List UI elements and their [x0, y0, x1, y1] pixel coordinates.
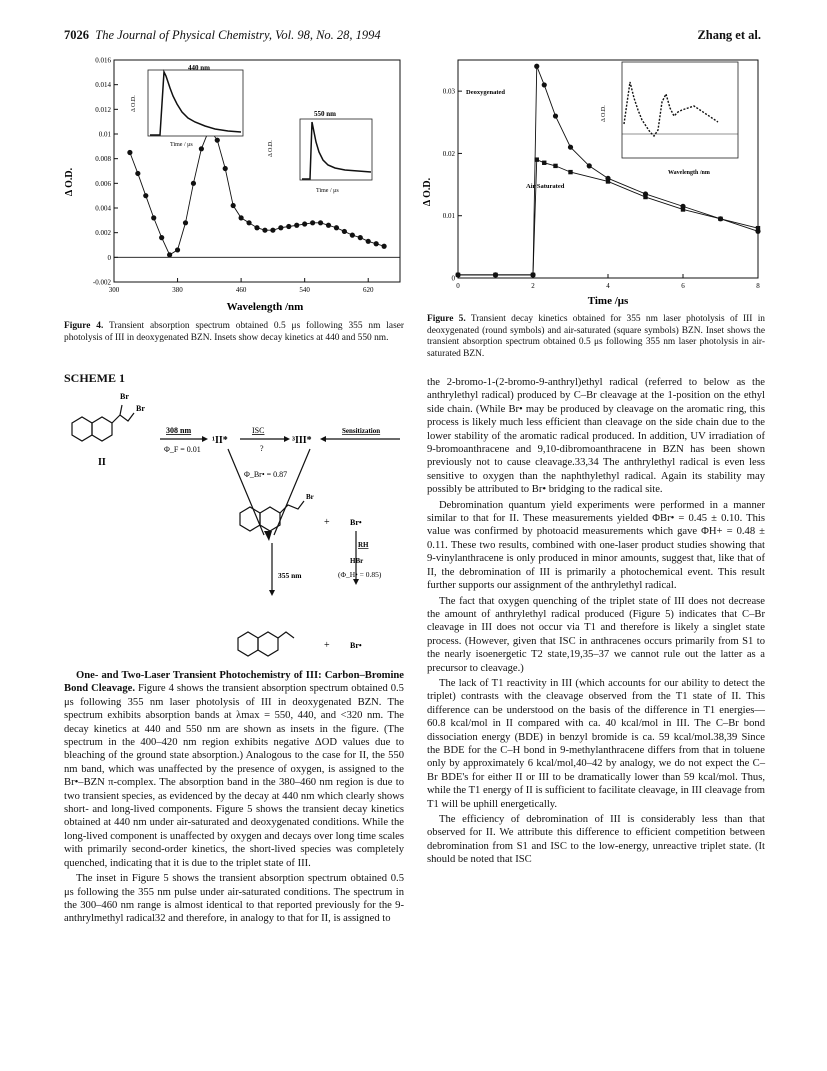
right-paragraph-4: The lack of T1 reactivity in III (which accounts for our ability to detect the triplet) contrasts with the cleavage observed from the T1 state of II. This difference can be understood on the basis of the difference in T1 energies—60.8 kcal/mol in II compared with ca. 40 kcal/mol in III. The C–Br bond dissociation energy (BDE) in benzyl bromide is ca. 59 kcal/mol.38,39 Since the BDE for the C–H bond in 9-methylanthracene differs from that in toluene only by approximately 6 kcal/mol,40–42 by analogy, we do not expect the C–Br BDE's for either II or III to be dramatically lower than 59 kcal/mol. Thus, while the T1 energy of II is sufficient to facilitate cleavage, in III cleavage from T1 will be uphill energetically.: [427, 677, 765, 810]
data-point: [542, 82, 547, 87]
data-point: [278, 225, 283, 230]
figure-4-caption-text: Transient absorption spectrum obtained 0.5 μs following 355 nm laser photolysis of III in deoxygenated BZN. Insets show decay kinetics at 440 and 550 nm.: [64, 321, 405, 343]
data-point: [534, 64, 539, 69]
inset-xlabel: Wavelength /nm: [668, 170, 710, 176]
figure-4-inset-550: [268, 110, 372, 194]
data-point: [127, 150, 132, 155]
data-point: [535, 157, 539, 161]
y-tick-label: 0.012: [95, 105, 111, 114]
figure-5-caption: [427, 314, 765, 360]
data-point: [167, 252, 172, 257]
data-point: [366, 239, 371, 244]
data-point: [681, 207, 685, 211]
right-paragraph-2: Debromination quantum yield experiments were performed in a manner similar to that for II. These measurements yielded ΦBr• = 0.45 ± 0.10. This value was confirmed by photoacid measurements which gave ΦH+ = 0.48 ± 0.11. These two results, combined with one-laser product studies showing that 9-vinylanthracene is only produced in minor amounts, suggest that, like that of II, the debromination of III is primarily a photochemical event. This result further supports our assignment of the anthrylethyl radical.: [427, 499, 765, 592]
data-point: [493, 273, 497, 277]
x-tick-label: 380: [172, 286, 183, 294]
y-tick-label: 0.016: [95, 56, 111, 65]
x-tick-label: 8: [756, 282, 760, 290]
y-tick-label: 0.01: [98, 130, 111, 139]
section-lead: One- and Two-Laser Transient Photochemistry of III: Carbon–Bromine Bond Cleavage.: [64, 670, 404, 695]
data-point: [334, 225, 339, 230]
left-paragraph-2: The inset in Figure 5 shows the transient absorption spectrum obtained 0.5 μs following the 355 nm pulse under air-saturated conditions. The spectrum in the 300–460 nm range is almost identical to that reported previously for the 9-anthrylmethyl radical32 and therefore, in analogy to that for II, is assigned to: [64, 873, 404, 925]
hbr-label: HBr: [350, 557, 364, 565]
data-point: [199, 146, 204, 151]
data-point: [135, 171, 140, 176]
y-tick-label: -0.002: [92, 278, 111, 287]
rh-label: RH: [358, 541, 369, 549]
figure-5-chart: [418, 52, 763, 310]
data-point: [374, 241, 379, 246]
data-point: [143, 193, 148, 198]
y-tick-label: 0.03: [442, 87, 455, 96]
x-tick-label: 620: [362, 286, 374, 294]
running-authors: Zhang et al.: [697, 28, 761, 42]
data-point: [262, 228, 267, 233]
triplet-state: ³III*: [292, 435, 312, 446]
data-point: [718, 217, 722, 221]
data-point: [531, 273, 535, 277]
data-point: [286, 224, 291, 229]
figure-5-x-axis-label: Time /μs: [587, 295, 629, 307]
inset-550-label: 550 nm: [314, 110, 336, 118]
right-paragraph-1: the 2-bromo-1-(2-bromo-9-anthryl)ethyl radical (referred to below as the anthrylethyl radical) produced by C–Br cleavage at the 1-position on the ethyl side chain. (While Br• may be produced by cleavage on the aromatic ring, this process is likely much less efficient than cleavage on the side chain due to the lower stability of the aromatic radical produced. In addition, UV irradiation of 9-bromoanthracene and 9,10-dibromoanthracene in BZN has been shown previously not to cause cleavage.33,34 The anthrylethyl radical is even less sensitive to oxygen than the naphthylethyl radical. Again its stability may possibly be attributed to Br• bridging to the radical site.: [427, 377, 765, 496]
h-quantum-yield: (Φ_H• = 0.85): [338, 570, 382, 579]
plus-sign-1: +: [324, 517, 330, 528]
data-point: [310, 220, 315, 225]
data-point: [542, 161, 546, 165]
y-tick-label: 0.008: [95, 155, 111, 164]
right-paragraph-3: The fact that oxygen quenching of the triplet state of III does not decrease the amount of anthrylethyl radical produced (Figure 5) indicates that C–Br cleavage in III does not occur via T1 and therefore is likely a singlet state process. (However, given that ISC in anthracenes occurs primarily from S1 to the nearly isoenergetic T2 state,19,35–37 we cannot rule out the latter as a precursor to cleavage.): [427, 595, 765, 674]
journal-title: The Journal of Physical Chemistry, Vol. 98, No. 28, 1994: [95, 28, 381, 42]
inset-ylabel: Δ O.D.: [601, 105, 607, 122]
x-tick-label: 0: [456, 282, 460, 290]
data-point: [231, 203, 236, 208]
data-point: [254, 225, 259, 230]
data-point: [350, 233, 355, 238]
y-tick-label: 0.01: [442, 212, 455, 221]
y-tick-label: 0.02: [442, 149, 455, 158]
sensitization-label: Sensitization: [342, 427, 381, 435]
data-point: [326, 223, 331, 228]
data-point: [246, 220, 251, 225]
data-point: [223, 166, 228, 171]
data-point: [318, 220, 323, 225]
left-column-body: [64, 669, 404, 926]
isc-question: ?: [260, 444, 264, 453]
data-point: [568, 145, 573, 150]
data-point: [587, 163, 592, 168]
figure-5-y-axis-label: Δ O.D.: [422, 177, 433, 207]
x-tick-label: 2: [531, 282, 535, 290]
radical-structure: [240, 501, 304, 531]
data-point: [553, 164, 557, 168]
figure-4-chart: [60, 52, 405, 314]
x-tick-label: 300: [108, 286, 120, 294]
left-paragraph-1: One- and Two-Laser Transient Photochemistry of III: Carbon–Bromine Bond Cleavage. Figure 4 shows the transient absorption spectrum obtained 0.5 μs following 355 nm laser photolysis of III in deoxygenated BZN. The spectrum exhibits absorption bands at λmax = 550, 440, and <320 nm. The decay kinetics at 440 and 550 nm are shown as insets in the figure. (The spectrum in the 400–420 nm region exhibits negative ΔOD values due to bleaching of the ground state absorption.) Analogous to the case for II, the 550 nm band, which was unaffected by the presence of oxygen, is assigned to the Br•–BZN π-complex. The absorption band in the 380–460 nm region is due to two transient species, as evidenced by the decay at 440 nm which clearly shows short- and long-lived components. Figure 5 shows the transient decay kinetics obtained at 440 nm under air-saturated and deoxygenated conditions. While the long-lived component is unaffected by oxygen and decays over long time scales with primarily second-order kinetics, the short-lived species was completely quenched, indicating that it is due to the triplet state of III.: [64, 670, 404, 869]
vinyl-product-structure: [230, 628, 405, 658]
data-point: [756, 226, 760, 230]
x-tick-label: 6: [681, 282, 685, 290]
figure-4-caption-label: Figure 4.: [64, 321, 104, 331]
scheme-1-diagram: [60, 385, 405, 610]
compound-label: II: [98, 457, 106, 468]
data-point: [456, 273, 460, 277]
data-point: [183, 220, 188, 225]
br-side: Br: [136, 404, 145, 413]
data-point: [606, 179, 610, 183]
data-point: [215, 138, 220, 143]
data-point: [382, 244, 387, 249]
data-point: [151, 215, 156, 220]
data-point: [643, 195, 647, 199]
arrow-355nm: 355 nm: [278, 571, 302, 580]
data-point: [568, 170, 572, 174]
right-paragraph-5: The efficiency of debromination of III is considerably less than that observed for II. We attribute this difference to efficient competition between debromination from S1 and ISC to the low-energy, unreactive triplet state. (It should be noted that ISC: [427, 814, 765, 866]
data-point: [358, 235, 363, 240]
right-column-body: [427, 376, 765, 867]
fluorescence-yield: Φ_F = 0.01: [164, 445, 201, 454]
y-tick-label: 0.006: [95, 179, 111, 188]
data-point: [294, 223, 299, 228]
figure-5-caption-label: Figure 5.: [427, 314, 466, 324]
inset-550-xlabel: Time / μs: [316, 188, 339, 194]
y-tick-label: 0: [451, 274, 455, 283]
data-point: [342, 229, 347, 234]
isc-label: ISC: [252, 426, 265, 435]
inset-440-ylabel: Δ O.D.: [131, 95, 137, 112]
data-point: [175, 247, 180, 252]
singlet-state: ¹II*: [212, 435, 228, 446]
radical-br: Br: [306, 493, 314, 501]
page-header: [64, 28, 381, 43]
compound-ii-structure: [72, 405, 134, 441]
data-point: [191, 181, 196, 186]
br-quantum-yield: Φ_Br• = 0.87: [244, 470, 288, 479]
y-tick-label: 0.014: [95, 81, 111, 90]
scheme-title: SCHEME 1: [64, 371, 126, 385]
figure-5-caption-text: Transient decay kinetics obtained for 355 nm laser photolysis of III in deoxygenated (round symbols) and air-saturated (square symbols) BZN. Inset shows the transient absorption spectrum obtained 0.5 μs following 355 nm laser photolysis in air-saturated BZN.: [427, 314, 765, 359]
data-point: [302, 221, 307, 226]
data-point: [159, 235, 164, 240]
figure-5-inset: [601, 62, 738, 176]
figure-4-caption: [64, 321, 404, 344]
annotation-air-saturated: Air Saturated: [526, 183, 565, 190]
x-tick-label: 460: [235, 286, 247, 294]
data-point: [239, 215, 244, 220]
br-top: Br: [120, 392, 129, 401]
y-tick-label: 0: [107, 253, 111, 262]
br-radical-1: Br•: [350, 518, 362, 527]
arrow-308nm: 308 nm: [166, 426, 192, 435]
data-point: [270, 228, 275, 233]
y-tick-label: 0.004: [95, 204, 111, 213]
x-tick-label: 4: [606, 282, 610, 290]
figure-4-x-axis-label: Wavelength /nm: [226, 301, 304, 313]
inset-440-xlabel: Time / μs: [170, 142, 193, 148]
br-radical-2: Br•: [350, 641, 362, 650]
annotation-deoxygenated: Deoxygenated: [466, 89, 505, 96]
y-tick-label: 0.002: [95, 229, 111, 238]
inset-550-ylabel: Δ O.D.: [268, 140, 274, 157]
inset-440-label: 440 nm: [188, 64, 210, 72]
figure-4-y-axis-label: Δ O.D.: [64, 167, 75, 197]
x-tick-label: 540: [299, 286, 310, 294]
figure-4-inset-440: [131, 64, 243, 148]
plus-sign-2: +: [324, 640, 330, 651]
data-point: [553, 113, 558, 118]
page-number: 7026: [64, 28, 89, 42]
